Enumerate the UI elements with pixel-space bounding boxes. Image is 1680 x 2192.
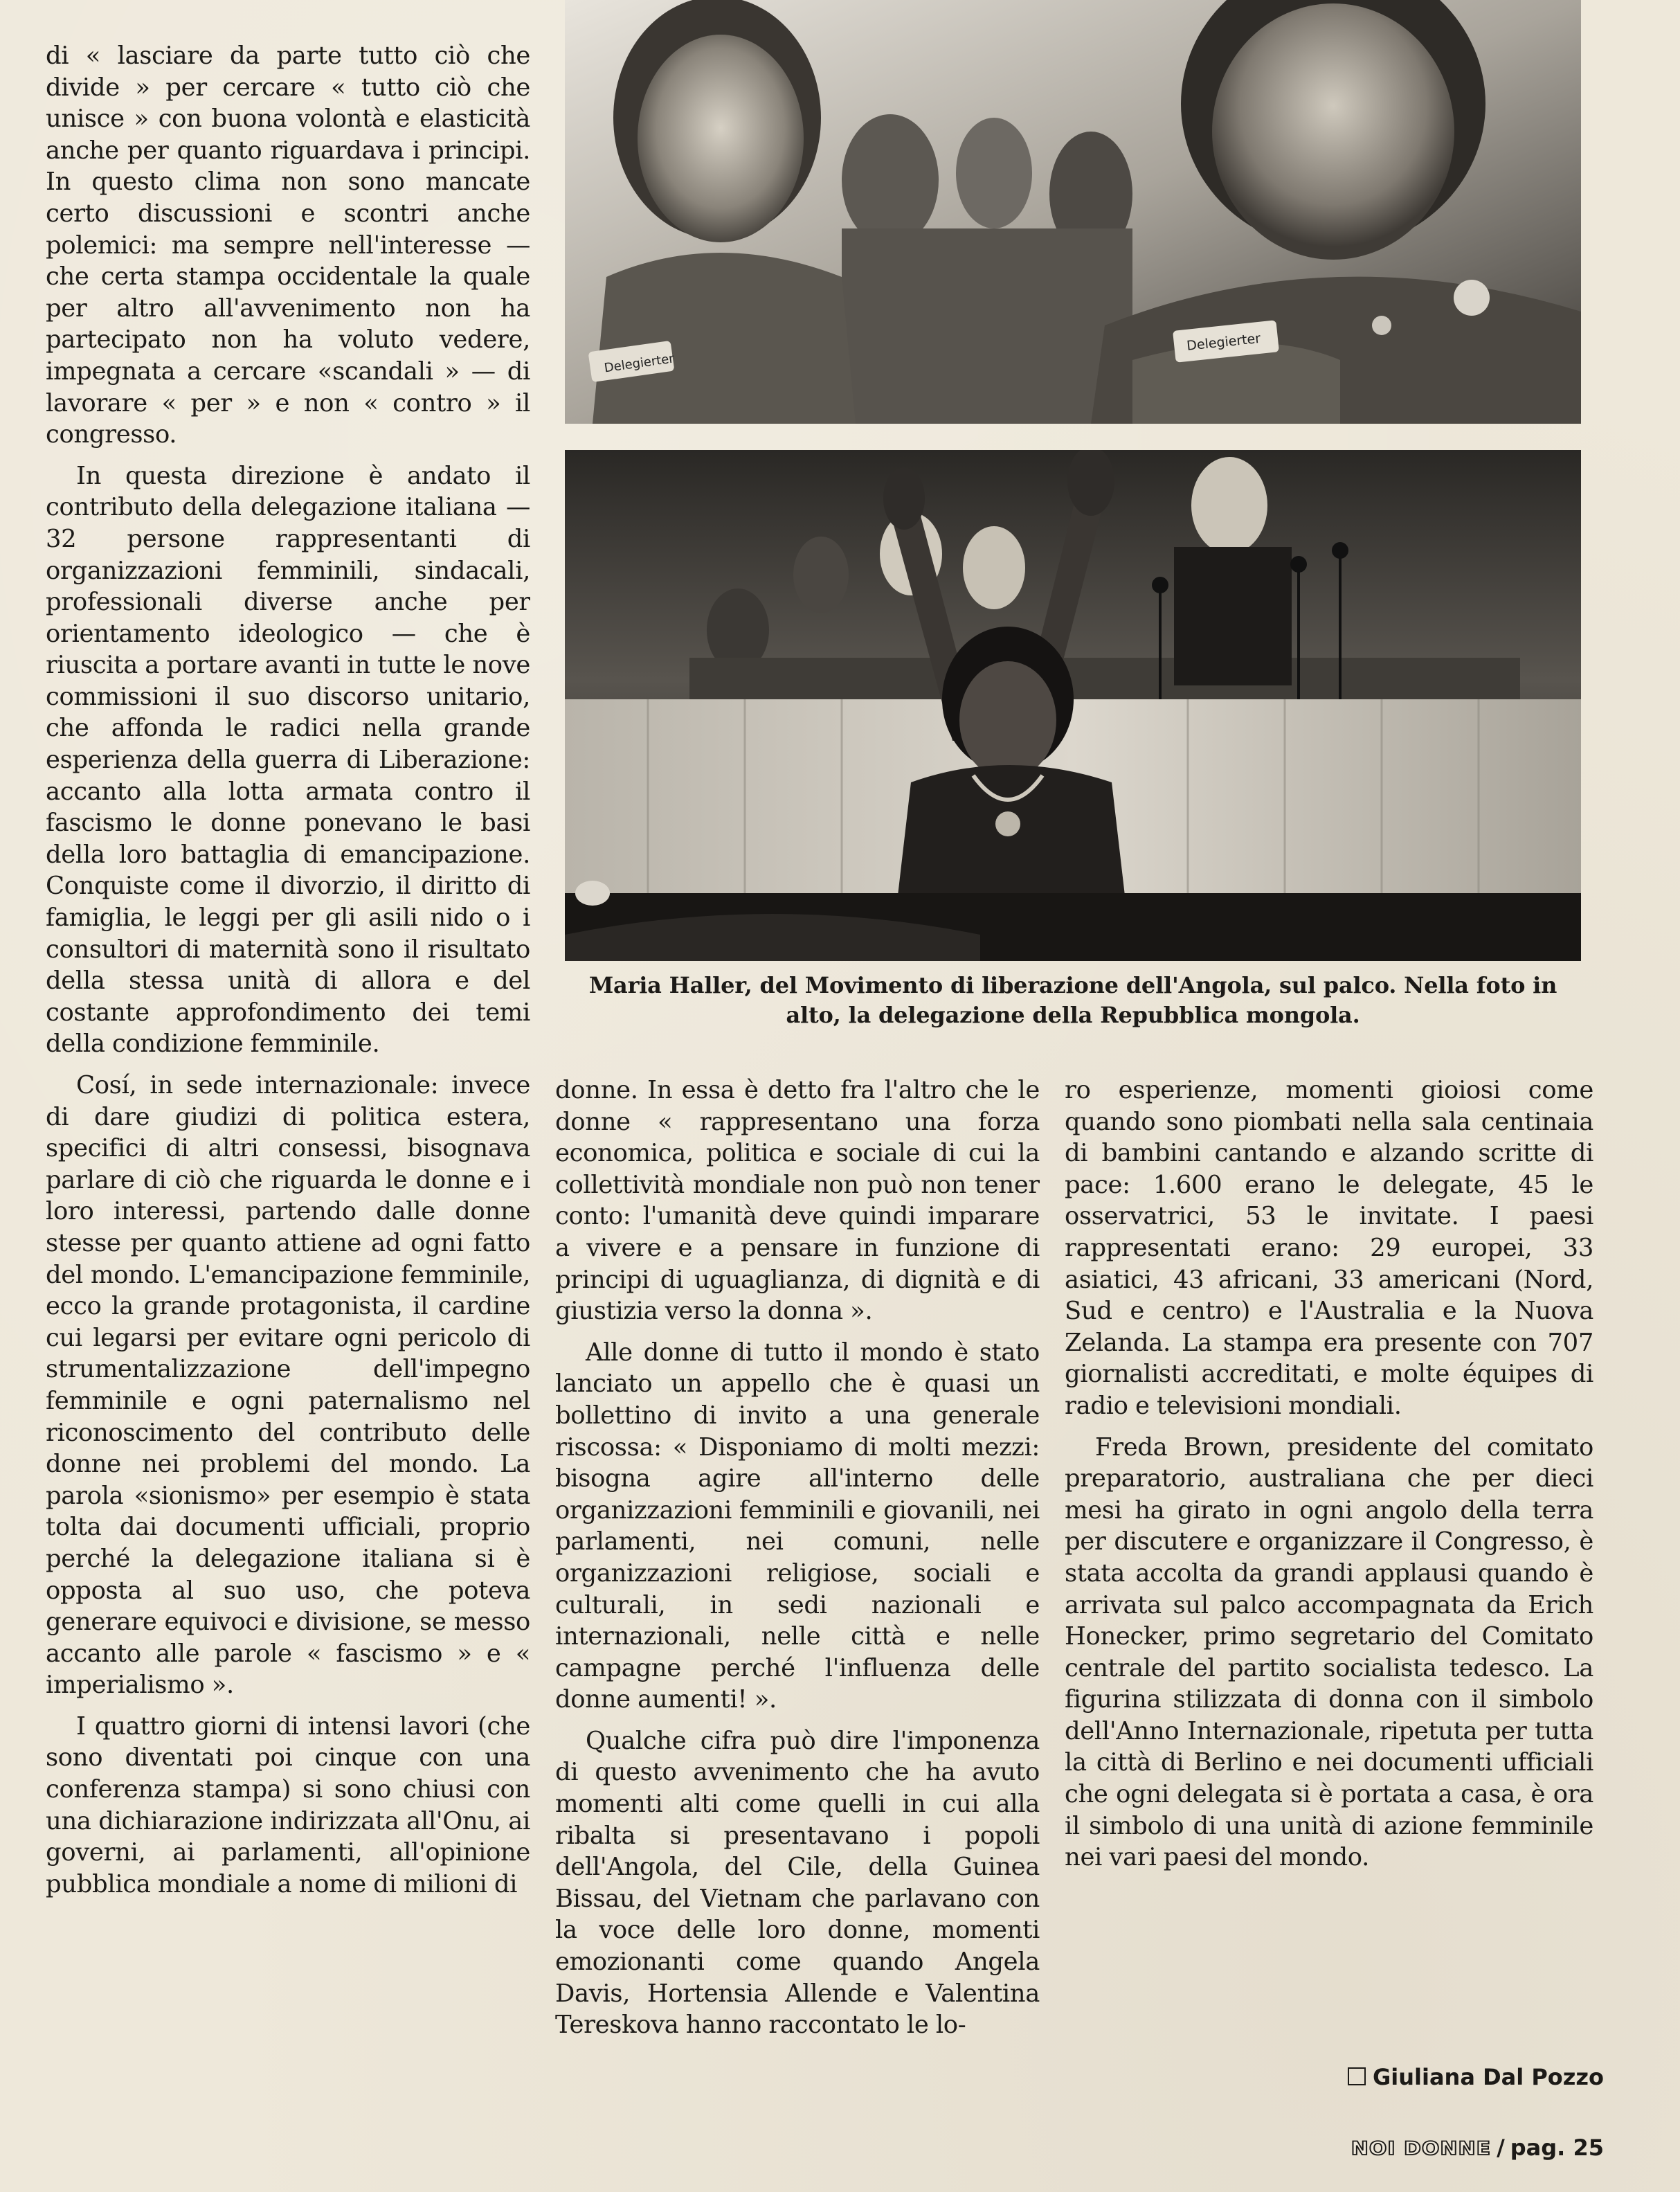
paragraph: In questa direzione è andato il contributo della delegazione italiana — 32 persone rappresentanti di organizzazioni femminili, sindacali, professionali diverse anche per orientamento ideologico — che è riuscita a portare avanti in tutte le nove commissioni il suo discorso unitario, che affonda le radici nella grande esperienza della guerra di Liberazione: accanto alla lotta armata contro il fascismo le donne ponevano le basi della loro battaglia di emancipazione. Conquiste come il divorzio, il diritto di famiglia, le leggi per gli asili nido o i consultori di maternità sono il risultato della stessa unità di allora e del costante approfondimento dei temi della condizione femminile. (46, 461, 530, 1059)
badge-text-left: Delegierter (603, 351, 675, 376)
photo-maria-haller-on-stage (565, 450, 1581, 961)
article-column-3 (1065, 1075, 1593, 2113)
photo-mongolian-delegation (565, 0, 1581, 424)
photo-caption: Maria Haller, del Movimento di liberazione dell'Angola, sul palco. Nella foto in alto, la delegazione della Repubblica mongola. (588, 972, 1557, 1028)
paragraph: I quattro giorni di intensi lavori (che sono diventati poi cinque con una conferenza stampa) si sono chiusi con una dichiarazione indirizzata all'Onu, ai governi, ai parlamenti, all'opinione pubblica mondiale a nome di milioni di (46, 1712, 530, 1898)
paragraph: Freda Brown, presidente del comitato preparatorio, australiana che per dieci mesi ha girato in ogni angolo della terra per discutere e organizzare il Congresso, è stata accolta da grandi applausi quando è arrivata sul palco accompagnata da Erich Honecker, primo segretario del Comitato centrale del partito socialista tedesco. La figurina stilizzata di donna con il simbolo dell'Anno Internazionale, ripetuta per tutta la città di Berlino e nei documenti ufficiali che ogni delegata si è portata a casa, è ora il simbolo di una unità di azione femminile nei vari paesi del mondo. (1065, 1432, 1593, 1872)
paragraph: Qualche cifra può dire l'imponenza di questo avvenimento che ha avuto momenti alti come quelli in cui alla ribalta si presentavano i popoli dell'Angola, del Cile, della Guinea Bissau, del Vietnam che parlavano con la voce delle loro donne, momenti emozionanti come quando Angela Davis, Hortensia Allende e Valentina Tereskova hanno raccontato le lo- (555, 1726, 1040, 2040)
article-column-1 (46, 40, 530, 2062)
paragraph: di « lasciare da parte tutto ciò che divide » per cercare « tutto ciò che unisce » con buona volontà e elasticità anche per quanto riguardava i principi. In questo clima non sono mancate certo discussioni e scontri anche polemici: ma sempre nell'interesse — che certa stampa occidentale la quale per altro all'avvenimento non ha partecipato non ha voluto vedere, impegnata a cercare «scandali » — di lavorare « per » e non « contro » il congresso. (46, 42, 530, 449)
author-signature (1348, 2063, 1604, 2091)
square-bullet-icon (1348, 2067, 1366, 2085)
paragraph: Cosí, in sede internazionale: invece di dare giudizi di politica estera, specifici di altri consessi, bisognava parlare di ciò che riguarda le donne e i loro interessi, partendo dalle donne stesse per quanto attiene ad ogni fatto del mondo. L'emancipazione femminile, ecco la grande protagonista, il cardine cui legarsi per evitare ogni pericolo di strumentalizzazione dell'impegno femminile e ogni paternalismo nel riconoscimento del contributo delle donne nei problemi del mondo. La parola «sionismo» per esempio è stata tolta dai documenti ufficiali, proprio perché la delegazione italiana si è opposta al suo uso, che poteva generare equivoci e divisione, se messo accanto alle parole « fascismo » e « imperialismo ». (46, 1071, 530, 1700)
page-footer (1351, 2134, 1604, 2163)
photo-bottom-illustration (565, 450, 1581, 961)
article-column-2 (555, 1075, 1040, 2113)
author-name: Giuliana Dal Pozzo (1373, 2064, 1604, 2090)
paragraph: ro esperienze, momenti gioiosi come quando sono piombati nella sala centinaia di bambini cantando e alzando scritte di pace: 1.600 erano le delegate, 45 le osservatrici, 53 le invitate. I paesi rappresentati erano: 29 europei, 33 asiatici, 43 africani, 33 americani (Nord, Sud e centro) e l'Australia e la Nuova Zelanda. La stampa era presente con 707 giornalisti accreditati, e molte équipes di radio e televisioni mondiali. (1065, 1076, 1593, 1420)
magazine-masthead: NOI DONNE (1351, 2137, 1492, 2160)
paragraph: Alle donne di tutto il mondo è stato lanciato un appello che è quasi un bollettino di invito a una generale riscossa: « Disponiamo di molti mezzi: bisogna agire all'interno delle organizzazioni femminili e giovanili, nei parlamenti, nei comuni, nelle organizzazioni religiose, sociali e culturali, in sedi nazionali e internazionali, nelle città e nelle campagne perché l'influenza delle donne aumenti! ». (555, 1338, 1040, 1714)
photo-top-illustration (565, 0, 1581, 424)
paragraph: donne. In essa è detto fra l'altro che le donne « rappresentano una forza economica, politica e sociale di cui la collettività mondiale non può non tener conto: l'umanità deve quindi imparare a vivere e a pensare in funzione di principi di uguaglianza, di dignità e di giustizia verso la donna ». (555, 1076, 1040, 1326)
badge-text-right: Delegierter (1186, 330, 1262, 354)
footer-separator: / (1497, 2135, 1505, 2161)
page-number: pag. 25 (1510, 2135, 1604, 2161)
